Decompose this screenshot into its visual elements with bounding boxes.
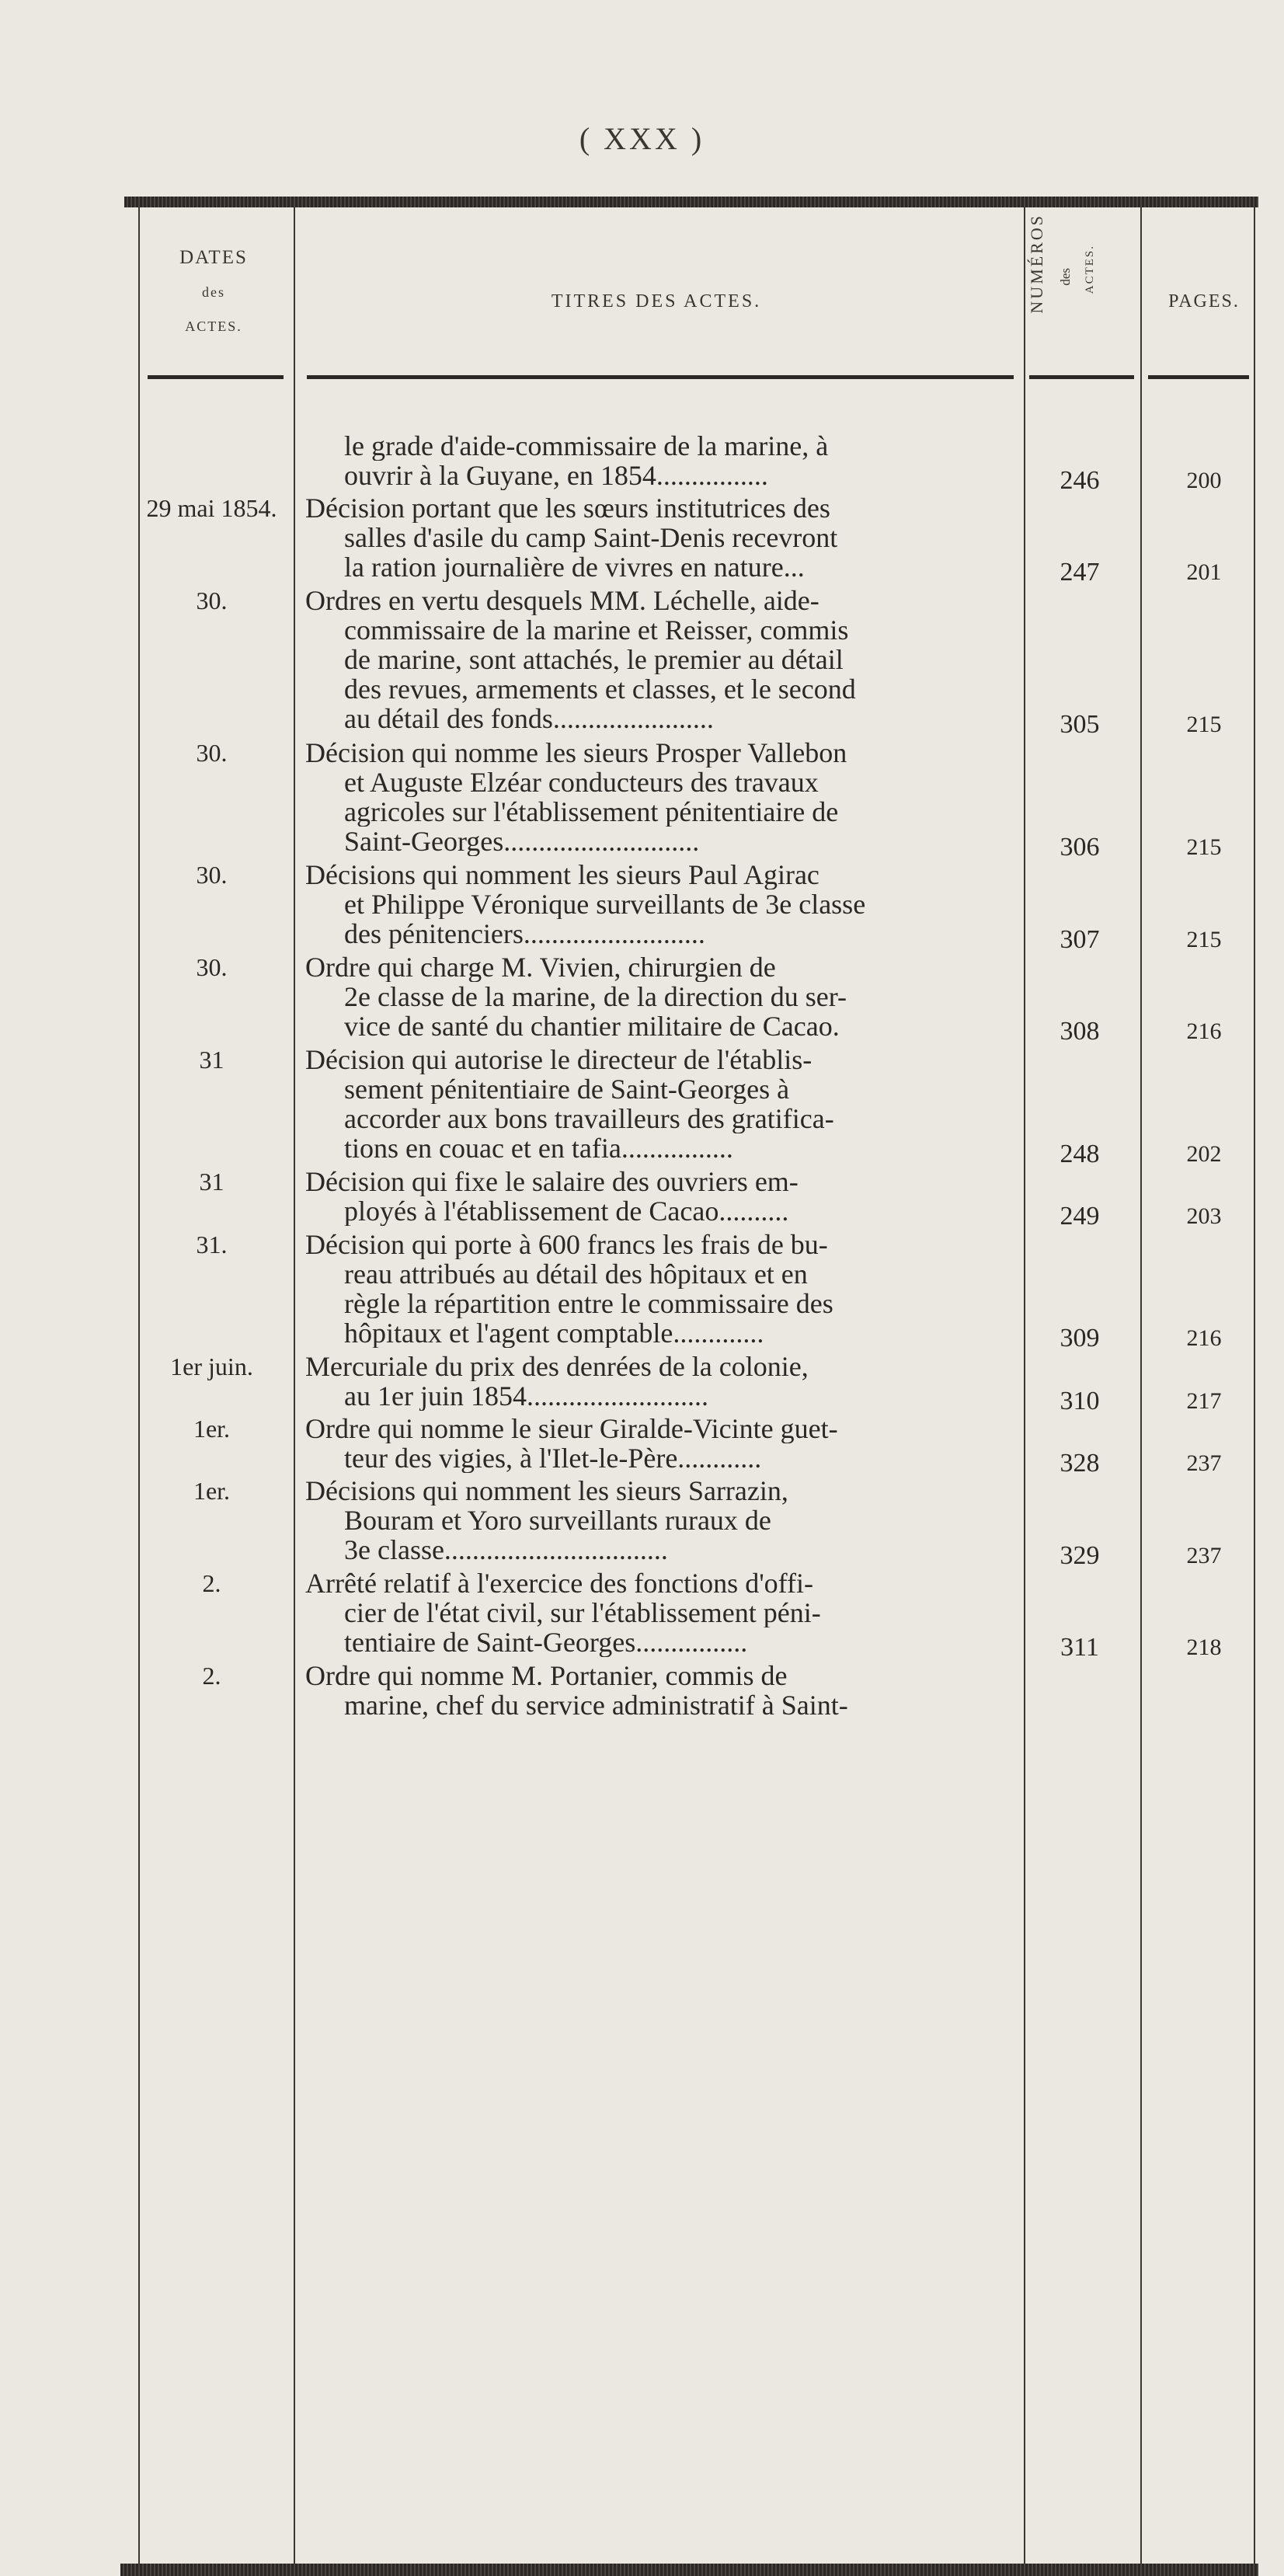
entry-title-line: sement pénitentiaire de Saint-Georges à <box>344 1074 790 1104</box>
entry-number: 308 <box>1060 1017 1100 1046</box>
entry-number: 305 <box>1060 710 1100 740</box>
header-rule-num <box>1029 375 1134 379</box>
entry-title <box>305 431 1020 490</box>
entry-page: 215 <box>1186 834 1222 860</box>
entry-page: 218 <box>1186 1634 1222 1661</box>
entry-title-line: Bouram et Yoro surveillants ruraux de <box>344 1506 771 1536</box>
entry-page: 200 <box>1186 467 1222 493</box>
page-header: ( XXX ) <box>579 121 705 156</box>
entry-date: 31 <box>199 1046 224 1074</box>
header-dates-line3: ACTES. <box>185 319 242 334</box>
header-rule-dates <box>148 375 284 379</box>
entry-date: 31 <box>199 1168 224 1196</box>
entry-number: 307 <box>1060 924 1100 954</box>
entry-number: 249 <box>1060 1202 1100 1231</box>
entry-title <box>305 1476 1020 1565</box>
entry-date: 31. <box>196 1230 228 1258</box>
entry-title-line: Saint-Georges............................ <box>344 827 700 856</box>
header-dates-line1: DATES <box>179 247 248 268</box>
entry-title-line: hôpitaux et l'agent comptable............. <box>344 1318 764 1348</box>
entry-title <box>305 1045 1020 1163</box>
entry-title-line: Ordre qui charge M. Vivien, chirurgien de <box>305 952 776 983</box>
entry-title-line: ouvrir à la Guyane, en 1854................ <box>344 461 768 490</box>
entry-page: 203 <box>1186 1203 1222 1229</box>
entry-page: 201 <box>1186 559 1222 586</box>
entry-title-line: tions en couac et en tafia................ <box>344 1133 733 1163</box>
entry-title-line: le grade d'aide-commissaire de la marine, à <box>344 431 829 461</box>
entry-page: 237 <box>1186 1450 1222 1476</box>
column-divider-left <box>138 207 140 2569</box>
header-titres: TITRES DES ACTES. <box>551 291 762 312</box>
entry-title-line: Décision qui nomme les sieurs Prosper Vallebon <box>305 738 847 768</box>
entry-title-line: des pénitenciers.......................... <box>344 919 705 949</box>
entry-title-line: Ordres en vertu desquels MM. Léchelle, aide- <box>305 586 819 615</box>
entry-page: 216 <box>1186 1018 1222 1045</box>
entry-title-line: Ordre qui nomme M. Portanier, commis de <box>305 1661 788 1690</box>
entry-number: 311 <box>1060 1633 1099 1662</box>
column-divider-num <box>1140 207 1142 2569</box>
entry-number: 310 <box>1060 1386 1100 1415</box>
entry-title <box>305 1352 1020 1411</box>
entry-date: 29 mai 1854. <box>146 494 277 523</box>
entry-title-line: des revues, armements et classes, et le second <box>344 674 856 704</box>
entry-title-line: au 1er juin 1854.......................... <box>344 1381 708 1411</box>
entry-title-line: agricoles sur l'établissement pénitentiaire de <box>344 797 839 827</box>
entry-title-line: Mercuriale du prix des denrées de la colonie, <box>305 1352 809 1381</box>
entry-date: 1er. <box>193 1477 231 1506</box>
entry-title-line: commissaire de la marine et Reisser, commis <box>344 615 849 645</box>
entry-title-line: Décisions qui nomment les sieurs Paul Agirac <box>305 860 819 890</box>
entry-page: 202 <box>1186 1140 1222 1167</box>
entry-title-line: Arrêté relatif à l'exercice des fonctions d'offi- <box>305 1568 813 1599</box>
entry-page: 215 <box>1186 926 1222 952</box>
header-numeros <box>1010 214 1134 385</box>
entry-title <box>305 1661 1020 1720</box>
entry-title-line: 3e classe................................ <box>344 1535 668 1565</box>
entry-title-line: reau attribués au détail des hôpitaux et en <box>344 1258 808 1289</box>
entry-title-line: Ordre qui nomme le sieur Giralde-Vicinte guet- <box>305 1414 838 1444</box>
entry-title <box>305 1230 1020 1348</box>
entry-page: 217 <box>1186 1387 1222 1414</box>
entry-title-line: Décision qui autorise le directeur de l'établis- <box>305 1045 813 1074</box>
entry-title <box>305 1167 1020 1226</box>
bottom-rule <box>120 2564 1258 2576</box>
entry-title <box>305 1414 1020 1473</box>
entry-title-line: Décision qui fixe le salaire des ouvriers em- <box>305 1167 799 1197</box>
entry-title-line: Décision qui porte à 600 francs les frais de bu- <box>305 1229 828 1259</box>
entry-title <box>305 738 1020 856</box>
entry-title-line: et Philippe Véronique surveillants de 3e classe <box>344 889 866 920</box>
header-pages: PAGES. <box>1168 291 1240 312</box>
entry-title <box>305 493 1020 582</box>
header-rule-pages <box>1148 375 1249 379</box>
entry-title-line: et Auguste Elzéar conducteurs des travaux <box>344 768 819 797</box>
entry-page: 237 <box>1186 1542 1222 1568</box>
entry-page: 216 <box>1186 1325 1222 1352</box>
entry-title-line: ployés à l'établissement de Cacao.......... <box>344 1196 789 1227</box>
entry-number: 328 <box>1060 1448 1100 1478</box>
entry-title-line: de marine, sont attachés, le premier au détail <box>344 645 844 674</box>
entry-title-line: 2e classe de la marine, de la direction du ser- <box>344 982 847 1012</box>
entry-number: 309 <box>1060 1324 1100 1353</box>
entry-number: 248 <box>1060 1139 1100 1168</box>
entry-date: 30. <box>196 587 228 614</box>
entry-number: 329 <box>1060 1540 1100 1570</box>
header-num-line3: ACTES. <box>1084 245 1096 294</box>
entry-number: 246 <box>1060 465 1100 495</box>
entry-title-line: la ration journalière de vivres en nature... <box>344 552 805 583</box>
entry-date: 30. <box>196 953 228 982</box>
header-rule-titres <box>307 375 1014 379</box>
entry-page: 215 <box>1186 712 1222 738</box>
entry-number: 247 <box>1060 558 1100 587</box>
entry-title <box>305 952 1020 1041</box>
entry-title-line: teur des vigies, à l'Ilet-le-Père............ <box>344 1443 762 1474</box>
entry-date: 1er. <box>193 1415 231 1443</box>
entry-number: 306 <box>1060 832 1100 862</box>
entry-title-line: accorder aux bons travailleurs des gratifica- <box>344 1104 834 1133</box>
entry-title-line: Décisions qui nomment les sieurs Sarrazin, <box>305 1476 788 1506</box>
header-num-line2: des <box>1058 268 1073 286</box>
entry-title-line: cier de l'état civil, sur l'établissement péni- <box>344 1598 821 1628</box>
column-divider-dates <box>294 207 295 2569</box>
entry-title-line: salles d'asile du camp Saint-Denis recevront <box>344 523 838 553</box>
header-dates <box>136 241 291 343</box>
entry-title-line: marine, chef du service administratif à Saint- <box>344 1690 848 1720</box>
entry-date: 1er juin. <box>170 1352 253 1380</box>
top-rule <box>124 197 1258 207</box>
entry-title-line: tentiaire de Saint-Georges................ <box>344 1627 748 1658</box>
entry-date: 30. <box>196 861 228 889</box>
entry-title-line: au détail des fonds....................... <box>344 704 714 733</box>
header-dates-line2: des <box>202 284 225 300</box>
entry-title-line: vice de santé du chantier militaire de Cacao. <box>344 1011 840 1042</box>
entry-title <box>305 586 1020 733</box>
entry-title <box>305 1568 1020 1657</box>
header-num-line1: NUMÉROS <box>1027 214 1046 314</box>
entry-date: 2. <box>202 1662 221 1690</box>
entry-date: 2. <box>202 1569 221 1598</box>
entry-title <box>305 860 1020 949</box>
entry-date: 30. <box>196 739 228 767</box>
entry-title-line: règle la répartition entre le commissaire des <box>344 1288 833 1318</box>
entry-title-line: Décision portant que les sœurs institutrices des <box>305 493 830 524</box>
